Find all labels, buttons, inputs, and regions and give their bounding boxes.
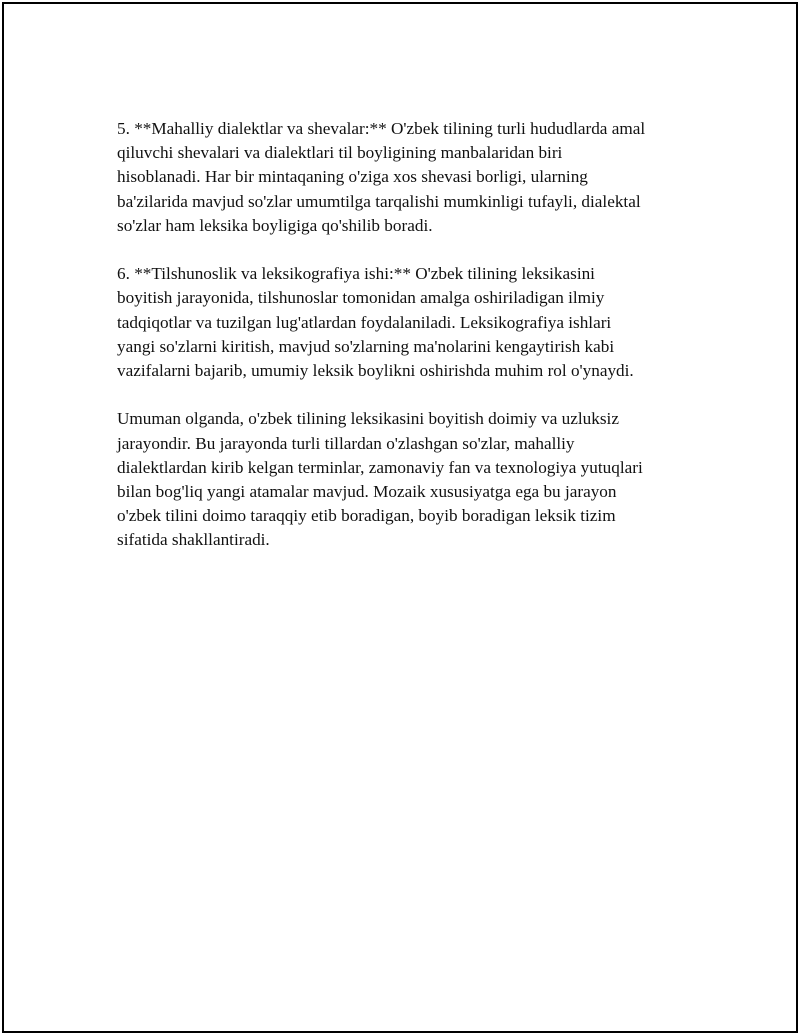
paragraph-dialects: 5. **Mahalliy dialektlar va shevalar:** O'zbek tilining turli hududlarda amal qiluvchi shevalari va dialektlari til boyligining manbalaridan biri hisoblanadi. Har bir mintaqaning o'ziga xos shevasi borligi, ularning ba'zilarida mavjud so'zlar umumtilga tarqalishi mumkinligi tufayli, dialektal so'zlar ham leksika boyligiga qo'shilib boradi. xyxy=(117,119,646,235)
document-body xyxy=(117,117,692,577)
paragraph-conclusion: Umuman olganda, o'zbek tilining leksikasini boyitish doimiy va uzluksiz jarayondir. Bu jarayonda turli tillardan o'zlashgan so'zlar, mahalliy dialektlardan kirib kelgan terminlar, zamonaviy fan va texnologiya yutuqlari bilan bog'liq yangi atamalar mavjud. Mozaik xususiyatga ega bu jarayon o'zbek tilini doimo taraqqiy etib boradigan, boyib boradigan leksik tizim sifatida shakllantiradi. xyxy=(117,409,643,550)
paragraph-linguistics: 6. **Tilshunoslik va leksikografiya ishi:** O'zbek tilining leksikasini boyitish jarayonida, tilshunoslar tomonidan amalga oshiriladigan ilmiy tadqiqotlar va tuzilgan lug'atlardan foydalaniladi. Leksikografiya ishlari yangi so'zlarni kiritish, mavjud so'zlarning ma'nolarini kengaytirish kabi vazifalarni bajarib, umumiy leksik boylikni oshirishda muhim rol o'ynaydi. xyxy=(117,264,634,381)
